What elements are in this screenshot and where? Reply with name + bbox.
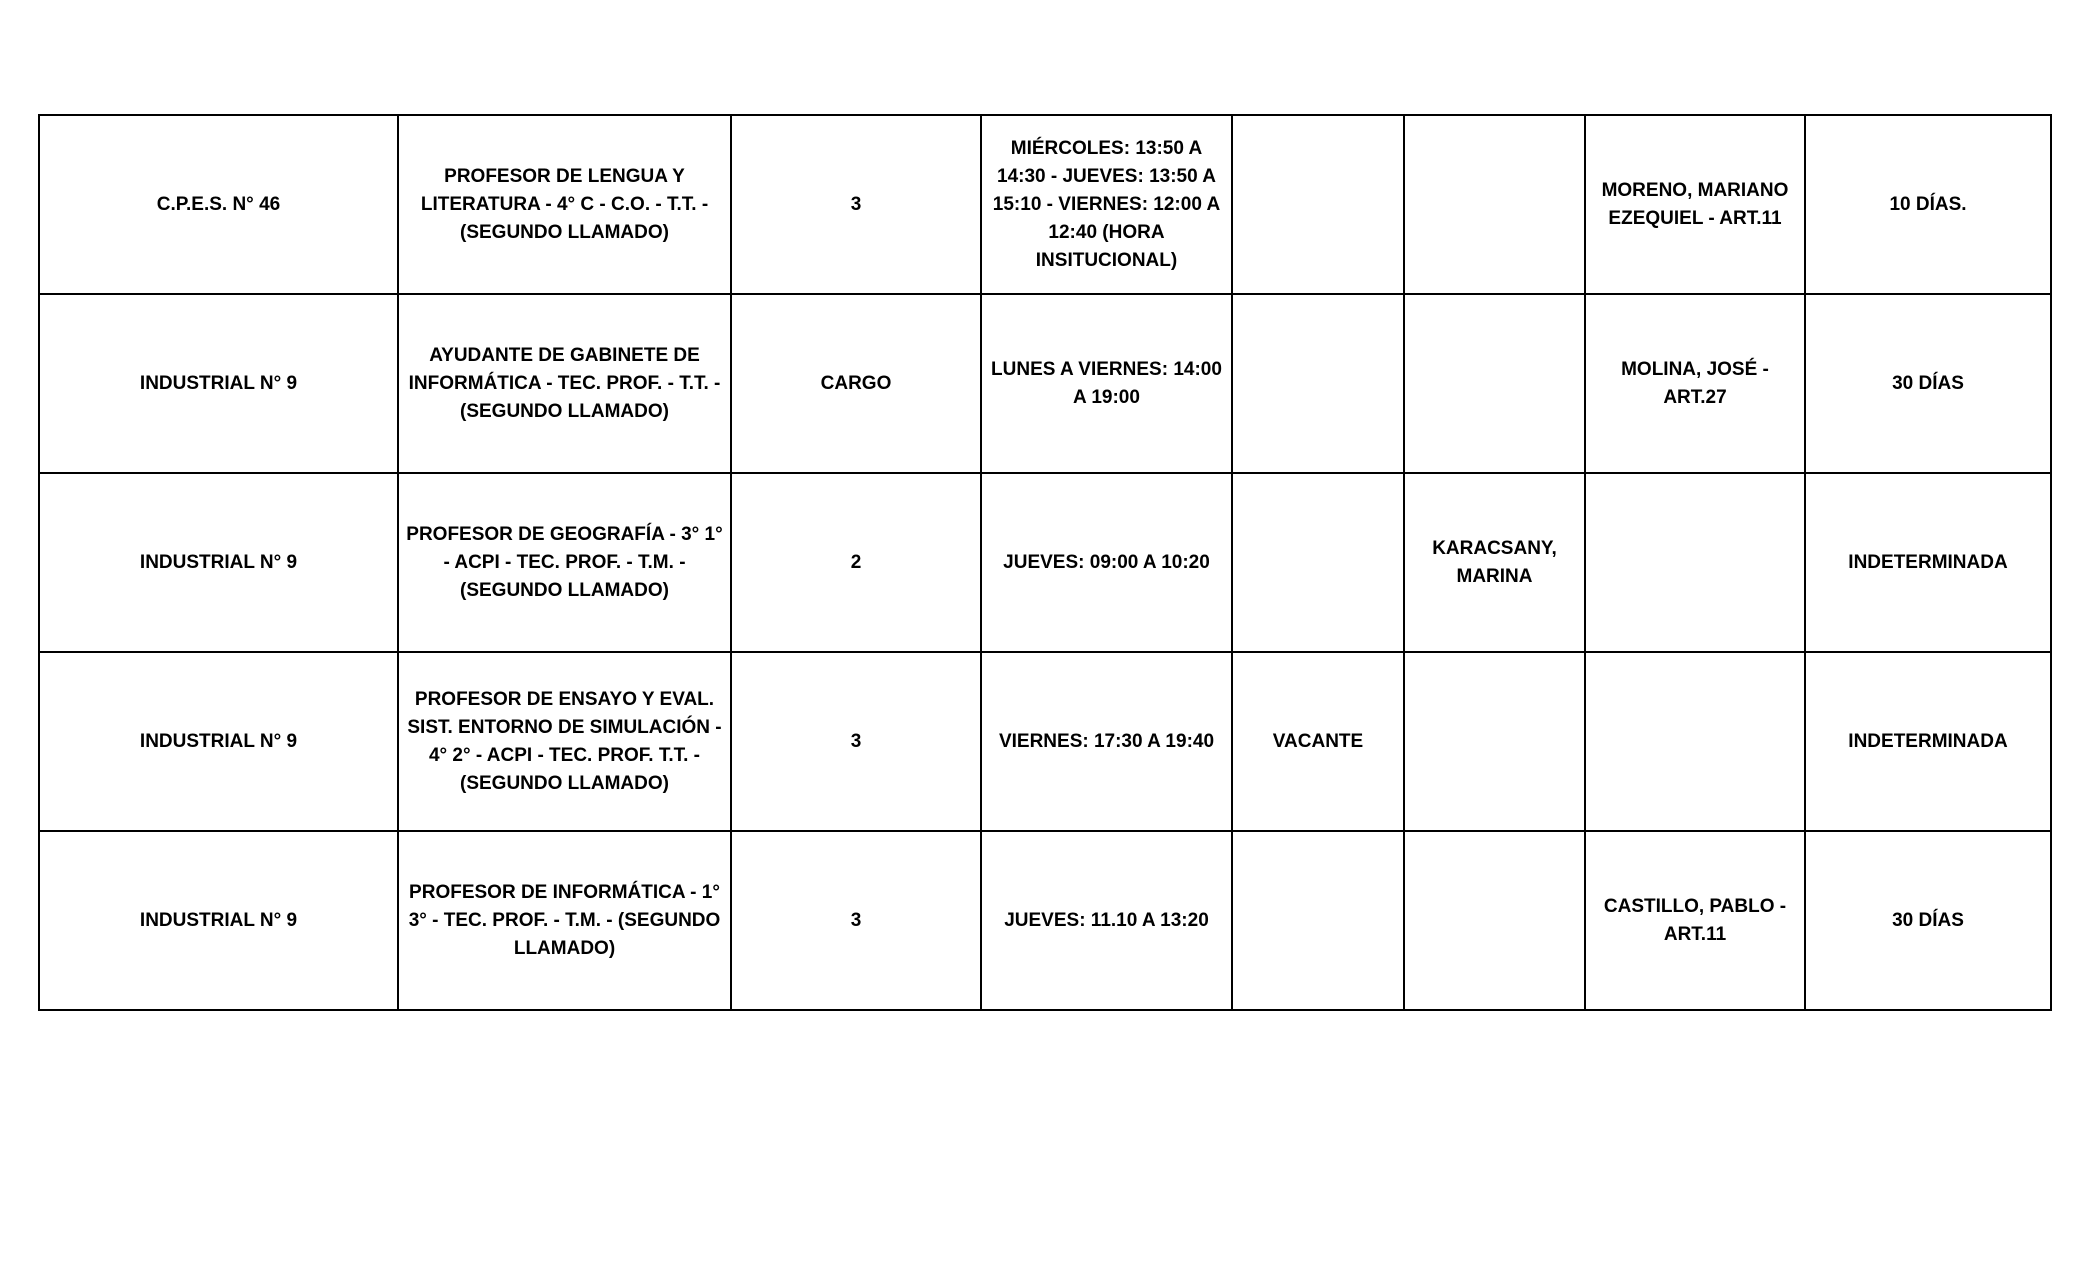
school-cell: C.P.E.S. N° 46: [39, 115, 398, 294]
holder-cell: [1404, 652, 1585, 831]
replaced-cell: CASTILLO, PABLO - ART.11: [1585, 831, 1805, 1010]
holder-cell: [1404, 115, 1585, 294]
duration-cell: INDETERMINADA: [1805, 473, 2051, 652]
replaced-cell: [1585, 473, 1805, 652]
position-cell: PROFESOR DE INFORMÁTICA - 1° 3° - TEC. PROF. - T.M. - (SEGUNDO LLAMADO): [398, 831, 731, 1010]
school-cell: INDUSTRIAL N° 9: [39, 831, 398, 1010]
schedule-cell: JUEVES: 09:00 A 10:20: [981, 473, 1232, 652]
replaced-cell: MORENO, MARIANO EZEQUIEL - ART.11: [1585, 115, 1805, 294]
school-cell: INDUSTRIAL N° 9: [39, 473, 398, 652]
table-row: [39, 473, 2051, 652]
school-cell: INDUSTRIAL N° 9: [39, 294, 398, 473]
table-row: [39, 652, 2051, 831]
hours-cell: 3: [731, 831, 981, 1010]
position-cell: PROFESOR DE LENGUA Y LITERATURA - 4° C - C.O. - T.T. - (SEGUNDO LLAMADO): [398, 115, 731, 294]
hours-cell: 3: [731, 652, 981, 831]
duration-cell: 30 DÍAS: [1805, 831, 2051, 1010]
status-cell: VACANTE: [1232, 652, 1404, 831]
schedule-cell: LUNES A VIERNES: 14:00 A 19:00: [981, 294, 1232, 473]
hours-cell: 3: [731, 115, 981, 294]
holder-cell: [1404, 831, 1585, 1010]
position-cell: PROFESOR DE GEOGRAFÍA - 3° 1° - ACPI - TEC. PROF. - T.M. -(SEGUNDO LLAMADO): [398, 473, 731, 652]
status-cell: [1232, 294, 1404, 473]
status-cell: [1232, 831, 1404, 1010]
status-cell: [1232, 473, 1404, 652]
table-row: [39, 294, 2051, 473]
status-cell: [1232, 115, 1404, 294]
position-cell: AYUDANTE DE GABINETE DE INFORMÁTICA - TEC. PROF. - T.T. - (SEGUNDO LLAMADO): [398, 294, 731, 473]
replaced-cell: MOLINA, JOSÉ - ART.27: [1585, 294, 1805, 473]
schedule-cell: MIÉRCOLES: 13:50 A 14:30 - JUEVES: 13:50 A 15:10 - VIERNES: 12:00 A 12:40 (HORA INSITUCIONAL): [981, 115, 1232, 294]
duration-cell: 10 DÍAS.: [1805, 115, 2051, 294]
duration-cell: 30 DÍAS: [1805, 294, 2051, 473]
duration-cell: INDETERMINADA: [1805, 652, 2051, 831]
position-cell: PROFESOR DE ENSAYO Y EVAL. SIST. ENTORNO DE SIMULACIÓN - 4° 2° - ACPI - TEC. PROF. T.T. - (SEGUNDO LLAMADO): [398, 652, 731, 831]
holder-cell: KARACSANY, MARINA: [1404, 473, 1585, 652]
holder-cell: [1404, 294, 1585, 473]
hours-cell: 2: [731, 473, 981, 652]
table-row: [39, 115, 2051, 294]
table-row: [39, 831, 2051, 1010]
hours-cell: CARGO: [731, 294, 981, 473]
school-cell: INDUSTRIAL N° 9: [39, 652, 398, 831]
replaced-cell: [1585, 652, 1805, 831]
schedule-cell: VIERNES: 17:30 A 19:40: [981, 652, 1232, 831]
schedule-cell: JUEVES: 11.10 A 13:20: [981, 831, 1232, 1010]
vacancy-table: [38, 114, 2052, 1011]
